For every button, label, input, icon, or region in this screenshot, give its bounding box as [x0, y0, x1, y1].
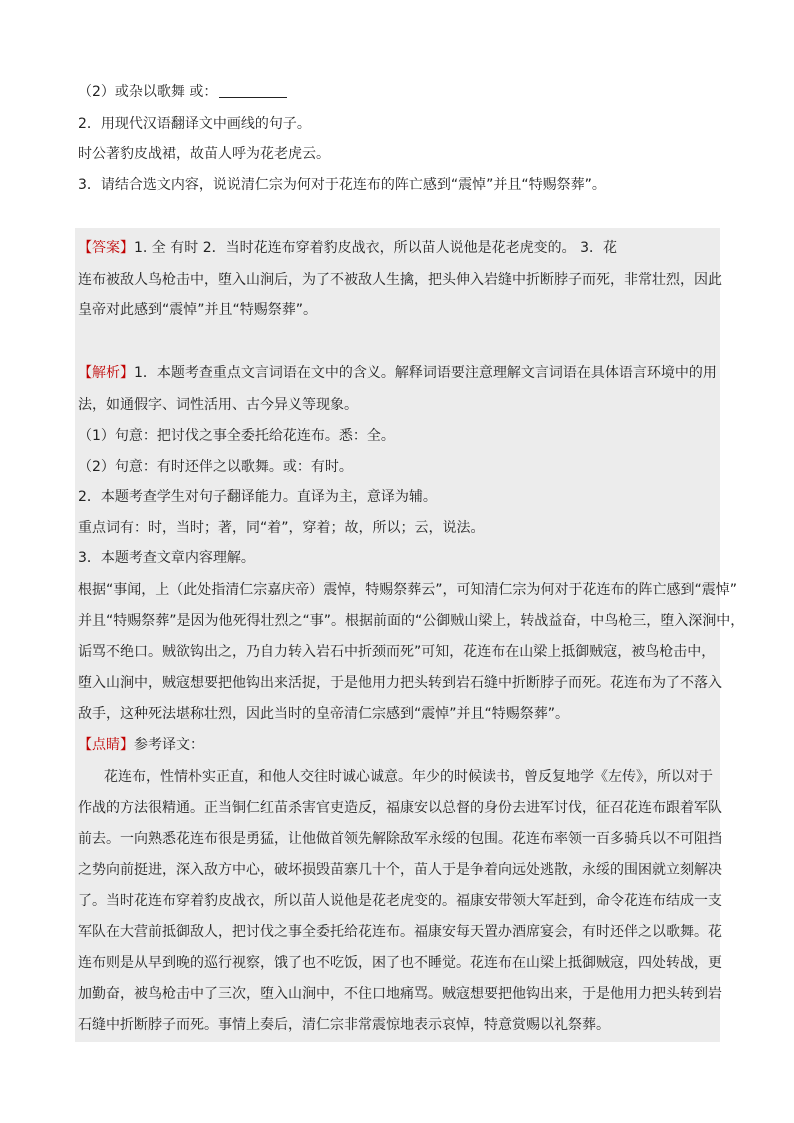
answer-line-3: 皇帝对此感到“震悼”并且“特赐祭葬”。 [78, 302, 318, 318]
dianjing-header [78, 735, 204, 755]
translation-line-4: 之势向前挺进，深入敌方中心，破坏损毁苗寨几十个，苗人于是争着向远处逃散，永绥的围困就立刻解决 [78, 862, 722, 878]
translation-line-3: 前去。一向熟悉花连布很是勇猛，让他做首领先解除敌军永绥的包围。花连布率领一百多骑兵以不可阻挡 [78, 831, 722, 847]
analysis-line-3: （1）句意：把讨伐之事全委托给花连布。悉：全。 [78, 428, 395, 444]
analysis-line-10: 诟骂不绝口。贼欲钩出之，乃自力转入岩石中折颈而死”可知，花连布在山梁上抵御贼寇，被鸟枪击中， [78, 644, 716, 660]
translation-line-6: 军队在大营前抵御敌人，把讨伐之事全委托给花连布。福康安每天置办酒席宴会，有时还伴之以歌舞。花 [78, 924, 722, 940]
analysis-line-1 [78, 363, 717, 383]
analysis-line-6: 重点词有：时，当时；著，同“着”，穿着；故，所以；云，说法。 [78, 520, 485, 536]
answer-line-1 [78, 238, 617, 258]
question-2-2 [78, 82, 287, 102]
analysis-line-7: 3．本题考查文章内容理解。 [78, 550, 255, 566]
answer-blank[interactable] [219, 83, 287, 98]
question-2-sentence: 时公著豹皮战裙，故苗人呼为花老虎云。 [78, 146, 330, 162]
analysis-line-12: 敌手，这种死法堪称壮烈，因此当时的皇帝清仁宗感到“震悼”并且“特赐祭葬”。 [78, 706, 570, 722]
analysis-line-8: 根据“事闻，上（此处指清仁宗嘉庆帝）震悼，特赐祭葬云”，可知清仁宗为何对于花连布的阵亡感到“震悼” [78, 582, 738, 598]
analysis-line-9: 并且“特赐祭葬”是因为他死得壮烈之“事”。根据前面的“公御贼山梁上，转战益奋，中鸟枪三，堕入深涧中， [78, 613, 745, 629]
answer-section [75, 228, 720, 1042]
translation-line-8: 加勤奋，被鸟枪击中了三次，堕入山涧中，不住口地痛骂。贼寇想要把他钩出来，于是他用力把头转到岩 [78, 986, 722, 1002]
question-2: 2．用现代汉语翻译文中画线的句子。 [78, 116, 311, 132]
translation-line-5: 了。当时花连布穿着豹皮战衣，所以苗人说他是花老虎变的。福康安带领大军赶到，命令花连布结成一支 [78, 893, 722, 909]
answer-line-2: 连布被敌人鸟枪击中，堕入山涧后，为了不被敌人生擒，把头伸入岩缝中折断脖子而死，非常壮烈，因此 [78, 272, 722, 288]
question-text: （2）或杂以歌舞 或： [78, 84, 218, 100]
dianjing-tag: 【点睛】 [78, 737, 134, 753]
translation-line-7: 连布则是从早到晚的巡行视察，饿了也不吃饭，困了也不睡觉。花连布在山梁上抵御贼寇，四处转战，更 [78, 955, 722, 971]
translation-line-1: 花连布，性情朴实正直，和他人交往时诚心诚意。年少的时候读书，曾反复地学《左传》，所以对于 [104, 769, 713, 785]
question-3: 3．请结合选文内容，说说清仁宗为何对于花连布的阵亡感到“震悼”并且“特赐祭葬”。 [78, 177, 606, 193]
translation-line-2: 作战的方法很精通。正当铜仁红苗杀害官吏造反，福康安以总督的身份去进军讨伐，征召花连布跟着军队 [78, 800, 722, 816]
analysis-line-2: 法，如通假字、词性活用、古今异义等现象。 [78, 397, 358, 413]
dianjing-title: 参考译文： [134, 737, 204, 753]
translation-line-9: 石缝中折断脖子而死。事情上奏后，清仁宗非常震惊地表示哀悼，特意赏赐以礼祭葬。 [78, 1017, 610, 1033]
answer-tag: 【答案】 [78, 240, 134, 256]
analysis-line-5: 2．本题考查学生对句子翻译能力。直译为主，意译为辅。 [78, 489, 437, 505]
answer-text: 1. 全 有时 2．当时花连布穿着豹皮战衣，所以苗人说他是花老虎变的。 3．花 [134, 240, 617, 256]
analysis-line-11: 堕入山涧中，贼寇想要把他钩出来活捉，于是他用力把头转到岩石缝中折断脖子而死。花连布为了不落入 [78, 675, 722, 691]
analysis-tag: 【解析】 [78, 365, 134, 381]
analysis-line-4: （2）句意：有时还伴之以歌舞。或：有时。 [78, 459, 353, 475]
analysis-text: 1．本题考查重点文言词语在文中的含义。解释词语要注意理解文言词语在具体语言环境中的用 [134, 365, 717, 381]
